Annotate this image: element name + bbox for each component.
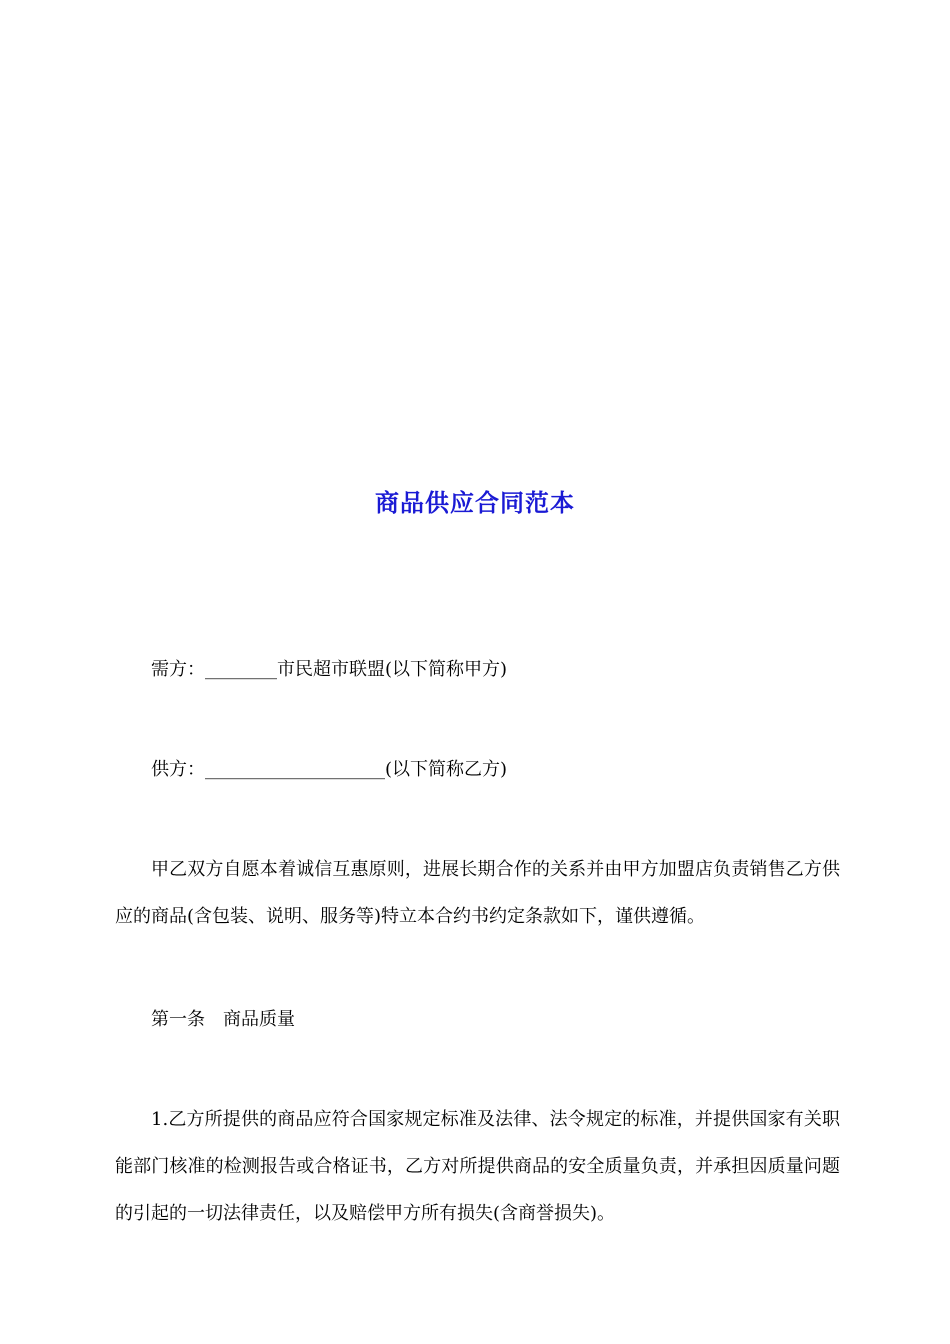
- intro-paragraph: 甲乙双方自愿本着诚信互惠原则，进展长期合作的关系并由甲方加盟店负责销售乙方供应的商品(含包装、说明、服务等)特立本合约书约定条款如下，谨供遵循。: [115, 859, 840, 927]
- article-1-title: 商品质量: [223, 1009, 295, 1030]
- article-1-heading: [115, 996, 840, 1043]
- article-1-number: 第一条: [151, 1009, 205, 1030]
- article-1-item-1: 1.乙方所提供的商品应符合国家规定标准及法律、法令规定的标准，并提供国家有关职能部门核准的检测报告或合格证书，乙方对所提供商品的安全质量负责，并承担因质量问题的引起的一切法律责任，以及赔偿甲方所有损失(含商誉损失)。: [115, 1109, 840, 1224]
- seller-line: 供方：____________________(以下简称乙方): [151, 759, 508, 780]
- buyer-line: 需方：________市民超市联盟(以下简称甲方): [151, 659, 508, 680]
- document-title: 商品供应合同范本: [375, 489, 575, 517]
